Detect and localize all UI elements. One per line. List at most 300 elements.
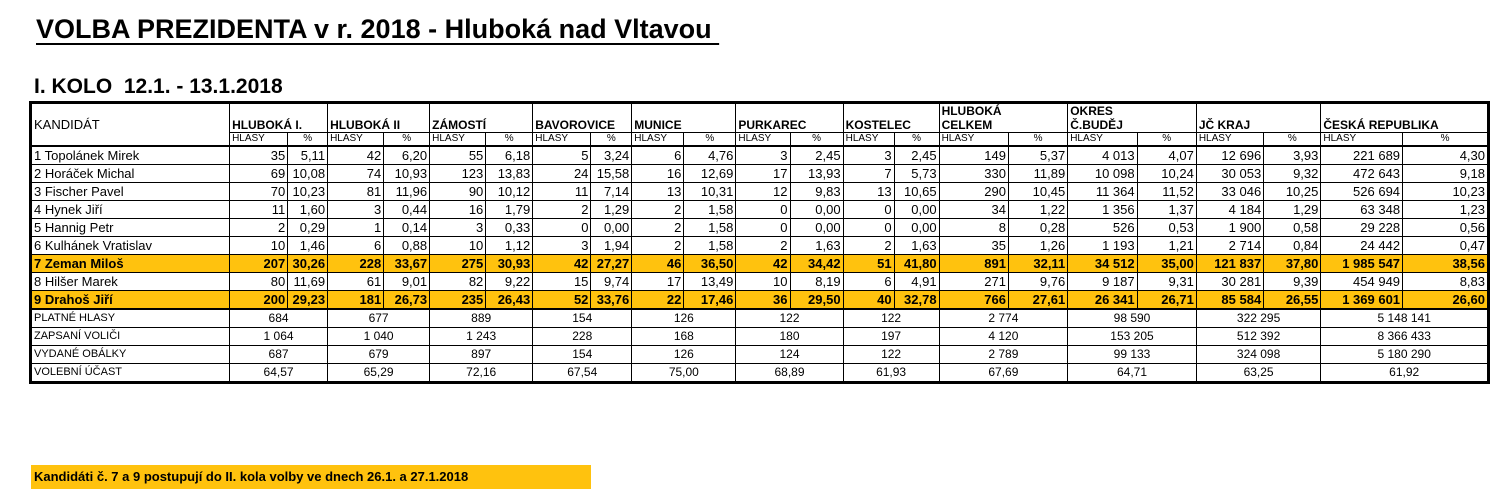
subheader-pct: % (384, 133, 430, 147)
candidate-votes: 12 696 (1196, 146, 1263, 165)
candidate-pct: 1,60 (288, 201, 328, 219)
candidate-votes: 2 (230, 219, 288, 237)
subheader-pct: % (1264, 133, 1321, 147)
candidate-pct: 1,37 (1137, 201, 1196, 219)
stat-value: 677 (328, 309, 430, 328)
candidate-pct: 3,93 (1264, 146, 1321, 165)
column-header-line1: HLUBOKÁ (941, 104, 1002, 118)
candidate-votes: 766 (939, 291, 1008, 310)
candidate-pct: 26,71 (1137, 291, 1196, 310)
candidate-pct: 34,42 (790, 255, 843, 273)
candidate-pct: 35,00 (1137, 255, 1196, 273)
candidate-votes: 63 348 (1321, 201, 1403, 219)
candidate-pct: 10,93 (384, 165, 430, 183)
candidate-votes: 70 (230, 183, 288, 201)
candidate-votes: 42 (328, 146, 384, 165)
subheader-votes: HLASY (1196, 133, 1263, 147)
footnote-advancing: Kandidáti č. 7 a 9 postupují do II. kola volby ve dnech 26.1. a 27.1.2018 (31, 465, 591, 489)
column-header-line2: JČ KRAJ (1198, 118, 1251, 132)
candidate-pct: 10,23 (1403, 183, 1488, 201)
candidate-votes: 85 584 (1196, 291, 1263, 310)
stat-value: 2 789 (939, 346, 1068, 364)
stat-value: 122 (736, 309, 843, 328)
subheader-votes: HLASY (1321, 133, 1403, 147)
candidate-votes: 2 (736, 237, 790, 255)
candidate-pct: 6,20 (384, 146, 430, 165)
candidate-votes: 472 643 (1321, 165, 1403, 183)
stat-value: 98 590 (1068, 309, 1197, 328)
candidate-votes: 123 (430, 165, 486, 183)
candidate-votes: 221 689 (1321, 146, 1403, 165)
candidate-pct: 1,46 (288, 237, 328, 255)
stat-value: 5 180 290 (1321, 346, 1488, 364)
candidate-pct: 10,08 (288, 165, 328, 183)
stat-value: 153 205 (1068, 328, 1197, 346)
candidate-votes: 42 (736, 255, 790, 273)
candidate-pct: 5,73 (894, 165, 939, 183)
candidate-name: 5 Hannig Petr (32, 219, 230, 237)
candidate-pct: 6,18 (486, 146, 533, 165)
stat-value: 168 (632, 328, 736, 346)
candidate-pct: 0,56 (1403, 219, 1488, 237)
subheader-pct: % (790, 133, 843, 147)
candidate-pct: 0,00 (894, 219, 939, 237)
candidate-pct: 0,88 (384, 237, 430, 255)
subheader-votes: HLASY (533, 133, 591, 147)
candidate-pct: 9,22 (486, 273, 533, 291)
candidate-pct: 9,01 (384, 273, 430, 291)
candidate-votes: 15 (533, 273, 591, 291)
candidate-pct: 5,11 (288, 146, 328, 165)
stat-value: 889 (430, 309, 533, 328)
subheader-pct: % (1403, 133, 1488, 147)
stat-value: 4 120 (939, 328, 1068, 346)
stat-value: 99 133 (1068, 346, 1197, 364)
candidate-votes: 61 (328, 273, 384, 291)
stat-label: VYDANÉ OBÁLKY (32, 346, 230, 364)
candidate-name: 2 Horáček Michal (32, 165, 230, 183)
stat-value: 322 295 (1196, 309, 1321, 328)
subheader-pct: % (1137, 133, 1196, 147)
candidate-votes: 52 (533, 291, 591, 310)
candidate-pct: 41,80 (894, 255, 939, 273)
candidate-pct: 2,45 (790, 146, 843, 165)
candidate-votes: 46 (632, 255, 684, 273)
stat-row (32, 364, 1488, 382)
stat-value: 63,25 (1196, 364, 1321, 382)
candidate-name: 4 Hynek Jiří (32, 201, 230, 219)
stat-value: 228 (533, 328, 632, 346)
candidate-pct: 1,63 (894, 237, 939, 255)
candidate-pct: 0,14 (384, 219, 430, 237)
candidate-pct: 0,00 (894, 201, 939, 219)
candidate-pct: 12,69 (684, 165, 736, 183)
candidate-votes: 33 046 (1196, 183, 1263, 201)
candidate-name: 9 Drahoš Jiří (32, 291, 230, 310)
candidate-pct: 4,07 (1137, 146, 1196, 165)
candidate-votes: 3 (736, 146, 790, 165)
candidate-votes: 121 837 (1196, 255, 1263, 273)
candidate-pct: 1,58 (684, 201, 736, 219)
candidate-votes: 3 (843, 146, 894, 165)
subheader-pct: % (1008, 133, 1067, 147)
candidate-votes: 2 (843, 237, 894, 255)
stat-value: 75,00 (632, 364, 736, 382)
stat-value: 126 (632, 309, 736, 328)
candidate-votes: 11 364 (1068, 183, 1137, 201)
candidate-votes: 181 (328, 291, 384, 310)
candidate-row (32, 146, 1488, 165)
candidate-votes: 13 (632, 183, 684, 201)
subheader-votes: HLASY (736, 133, 790, 147)
candidate-pct: 10,31 (684, 183, 736, 201)
candidate-votes: 10 (230, 237, 288, 255)
candidate-votes: 34 512 (1068, 255, 1137, 273)
stat-value: 61,93 (843, 364, 939, 382)
subheader-pct: % (486, 133, 533, 147)
candidate-votes: 13 (843, 183, 894, 201)
candidate-row (32, 255, 1488, 273)
stat-value: 154 (533, 309, 632, 328)
stat-label: VOLEBNÍ ÚČAST (32, 364, 230, 382)
candidate-pct: 0,53 (1137, 219, 1196, 237)
candidate-pct: 27,27 (591, 255, 632, 273)
column-header (939, 104, 1068, 133)
candidate-votes: 1 985 547 (1321, 255, 1403, 273)
column-header-line2: HLUBOKÁ I. (232, 118, 303, 132)
subheader-pct: % (894, 133, 939, 147)
candidate-votes: 4 184 (1196, 201, 1263, 219)
candidate-pct: 1,29 (591, 201, 632, 219)
candidate-votes: 36 (736, 291, 790, 310)
candidate-votes: 0 (843, 201, 894, 219)
candidate-pct: 1,63 (790, 237, 843, 255)
candidate-pct: 38,56 (1403, 255, 1488, 273)
candidate-votes: 0 (736, 201, 790, 219)
column-header-line2: MUNICE (634, 118, 682, 132)
candidate-votes: 0 (736, 219, 790, 237)
stat-value: 687 (230, 346, 328, 364)
candidate-row (32, 291, 1488, 310)
candidate-pct: 0,00 (591, 219, 632, 237)
candidate-pct: 0,28 (1008, 219, 1067, 237)
candidate-row (32, 219, 1488, 237)
column-header-line2: PURKAREC (738, 118, 807, 132)
candidate-pct: 32,11 (1008, 255, 1067, 273)
candidate-votes: 35 (230, 146, 288, 165)
stat-value: 324 098 (1196, 346, 1321, 364)
candidate-pct: 9,83 (790, 183, 843, 201)
stat-row (32, 346, 1488, 364)
candidate-votes: 2 (632, 219, 684, 237)
candidate-votes: 228 (328, 255, 384, 273)
candidate-votes: 30 053 (1196, 165, 1263, 183)
candidate-votes: 235 (430, 291, 486, 310)
candidate-pct: 33,67 (384, 255, 430, 273)
candidate-votes: 24 (533, 165, 591, 183)
candidate-pct: 11,69 (288, 273, 328, 291)
candidate-votes: 8 (939, 219, 1008, 237)
candidate-pct: 4,30 (1403, 146, 1488, 165)
candidate-pct: 1,94 (591, 237, 632, 255)
candidate-votes: 74 (328, 165, 384, 183)
stat-value: 64,57 (230, 364, 328, 382)
candidate-votes: 17 (632, 273, 684, 291)
candidate-pct: 29,23 (288, 291, 328, 310)
candidate-votes: 2 (533, 201, 591, 219)
candidate-pct: 4,91 (894, 273, 939, 291)
candidate-votes: 526 694 (1321, 183, 1403, 201)
candidate-name: 1 Topolánek Mirek (32, 146, 230, 165)
round-subtitle: I. KOLO 12.1. - 13.1.2018 (34, 75, 283, 98)
candidate-votes: 11 (230, 201, 288, 219)
stat-value: 122 (843, 346, 939, 364)
column-header (328, 104, 430, 133)
stat-value: 2 774 (939, 309, 1068, 328)
candidate-votes: 1 356 (1068, 201, 1137, 219)
candidate-votes: 3 (328, 201, 384, 219)
candidate-votes: 149 (939, 146, 1008, 165)
candidate-pct: 29,50 (790, 291, 843, 310)
candidate-votes: 2 714 (1196, 237, 1263, 255)
candidate-pct: 36,50 (684, 255, 736, 273)
stat-value: 64,71 (1068, 364, 1197, 382)
stat-value: 1 064 (230, 328, 328, 346)
candidate-pct: 1,58 (684, 219, 736, 237)
candidate-pct: 1,21 (1137, 237, 1196, 255)
column-header-line2: Č.BUDĚJ (1070, 118, 1123, 132)
column-header-line2: ČESKÁ REPUBLIKA (1323, 118, 1439, 132)
candidate-votes: 16 (632, 165, 684, 183)
candidate-pct: 26,43 (486, 291, 533, 310)
candidate-votes: 2 (632, 201, 684, 219)
candidate-pct: 8,19 (790, 273, 843, 291)
candidate-votes: 1 369 601 (1321, 291, 1403, 310)
candidate-row (32, 183, 1488, 201)
subheader-pct: % (684, 133, 736, 147)
candidate-pct: 0,33 (486, 219, 533, 237)
stat-value: 180 (736, 328, 843, 346)
stat-value: 72,16 (430, 364, 533, 382)
candidate-votes: 82 (430, 273, 486, 291)
stat-value: 684 (230, 309, 328, 328)
column-header (1196, 104, 1321, 133)
candidate-votes: 3 (430, 219, 486, 237)
candidate-pct: 37,80 (1264, 255, 1321, 273)
stat-value: 154 (533, 346, 632, 364)
candidate-votes: 51 (843, 255, 894, 273)
candidate-pct: 17,46 (684, 291, 736, 310)
stat-value: 8 366 433 (1321, 328, 1488, 346)
stat-value: 68,89 (736, 364, 843, 382)
candidate-pct: 2,45 (894, 146, 939, 165)
candidate-pct: 26,60 (1403, 291, 1488, 310)
subheader-pct: % (288, 133, 328, 147)
candidate-name: 8 Hilšer Marek (32, 273, 230, 291)
subheader-votes: HLASY (632, 133, 684, 147)
candidate-votes: 35 (939, 237, 1008, 255)
candidate-votes: 330 (939, 165, 1008, 183)
candidate-pct: 1,26 (1008, 237, 1067, 255)
column-header-line2: HLUBOKÁ II (330, 118, 401, 132)
subheader-votes: HLASY (328, 133, 384, 147)
candidate-pct: 10,24 (1137, 165, 1196, 183)
stat-value: 122 (843, 309, 939, 328)
candidate-pct: 9,32 (1264, 165, 1321, 183)
stat-value: 1 243 (430, 328, 533, 346)
candidate-pct: 0,00 (790, 201, 843, 219)
candidate-votes: 1 900 (1196, 219, 1263, 237)
candidate-row (32, 273, 1488, 291)
column-header (1321, 104, 1488, 133)
stat-value: 512 392 (1196, 328, 1321, 346)
candidate-pct: 1,79 (486, 201, 533, 219)
candidate-pct: 0,58 (1264, 219, 1321, 237)
candidate-votes: 40 (843, 291, 894, 310)
candidate-pct: 7,14 (591, 183, 632, 201)
subheader-votes: HLASY (843, 133, 894, 147)
candidate-pct: 10,12 (486, 183, 533, 201)
candidate-pct: 1,22 (1008, 201, 1067, 219)
candidate-pct: 0,29 (288, 219, 328, 237)
stat-label: PLATNÉ HLASY (32, 309, 230, 328)
candidate-votes: 275 (430, 255, 486, 273)
column-header-line2: KOSTELEC (845, 118, 911, 132)
candidate-pct: 0,84 (1264, 237, 1321, 255)
candidate-pct: 8,83 (1403, 273, 1488, 291)
column-header-line2: ZÁMOSTÍ (432, 118, 487, 132)
candidate-votes: 526 (1068, 219, 1137, 237)
candidate-pct: 10,25 (1264, 183, 1321, 201)
candidate-votes: 34 (939, 201, 1008, 219)
candidate-pct: 10,65 (894, 183, 939, 201)
subheader-pct: % (591, 133, 632, 147)
candidate-pct: 9,31 (1137, 273, 1196, 291)
candidate-pct: 10,45 (1008, 183, 1067, 201)
candidate-votes: 81 (328, 183, 384, 201)
results-table (31, 103, 1488, 382)
candidate-votes: 69 (230, 165, 288, 183)
candidate-pct: 1,23 (1403, 201, 1488, 219)
candidate-pct: 11,89 (1008, 165, 1067, 183)
candidate-votes: 9 187 (1068, 273, 1137, 291)
candidate-pct: 13,83 (486, 165, 533, 183)
candidate-pct: 10,23 (288, 183, 328, 201)
candidate-votes: 26 341 (1068, 291, 1137, 310)
candidate-name: 6 Kulhánek Vratislav (32, 237, 230, 255)
candidate-votes: 6 (632, 146, 684, 165)
candidate-votes: 7 (843, 165, 894, 183)
stat-value: 61,92 (1321, 364, 1488, 382)
page-title: VOLBA PREZIDENTA v r. 2018 - Hluboká nad Vltavou (36, 14, 720, 44)
candidate-pct: 0,44 (384, 201, 430, 219)
stat-value: 65,29 (328, 364, 430, 382)
column-header-line2: BAVOROVICE (535, 118, 616, 132)
stat-value: 124 (736, 346, 843, 364)
stat-value: 5 148 141 (1321, 309, 1488, 328)
stat-value: 126 (632, 346, 736, 364)
candidate-votes: 454 949 (1321, 273, 1403, 291)
candidate-pct: 27,61 (1008, 291, 1067, 310)
candidate-pct: 26,73 (384, 291, 430, 310)
candidate-votes: 4 013 (1068, 146, 1137, 165)
subheader-votes: HLASY (1068, 133, 1137, 147)
subheader-row (32, 133, 1488, 147)
candidate-pct: 11,52 (1137, 183, 1196, 201)
candidate-pct: 4,76 (684, 146, 736, 165)
candidate-votes: 24 442 (1321, 237, 1403, 255)
candidate-votes: 5 (533, 146, 591, 165)
column-header (533, 104, 632, 133)
stat-value: 197 (843, 328, 939, 346)
header-candidate-label: KANDIDÁT (32, 104, 230, 147)
candidate-row (32, 165, 1488, 183)
candidate-votes: 30 281 (1196, 273, 1263, 291)
candidate-row (32, 201, 1488, 219)
candidate-votes: 10 098 (1068, 165, 1137, 183)
candidate-votes: 0 (843, 219, 894, 237)
stat-value: 67,54 (533, 364, 632, 382)
candidate-votes: 207 (230, 255, 288, 273)
candidate-votes: 6 (328, 237, 384, 255)
subheader-votes: HLASY (939, 133, 1008, 147)
candidate-pct: 9,76 (1008, 273, 1067, 291)
candidate-votes: 1 193 (1068, 237, 1137, 255)
column-header (230, 104, 328, 133)
column-header (632, 104, 736, 133)
candidate-name: 3 Fischer Pavel (32, 183, 230, 201)
candidate-pct: 9,18 (1403, 165, 1488, 183)
candidate-name: 7 Zeman Miloš (32, 255, 230, 273)
candidate-votes: 16 (430, 201, 486, 219)
candidate-pct: 5,37 (1008, 146, 1067, 165)
column-header (430, 104, 533, 133)
candidate-pct: 9,39 (1264, 273, 1321, 291)
column-header (736, 104, 843, 133)
candidate-votes: 200 (230, 291, 288, 310)
candidate-pct: 13,93 (790, 165, 843, 183)
column-header-line1: OKRES (1070, 104, 1113, 118)
candidate-votes: 11 (533, 183, 591, 201)
candidate-votes: 80 (230, 273, 288, 291)
candidate-votes: 891 (939, 255, 1008, 273)
candidate-votes: 1 (328, 219, 384, 237)
candidate-pct: 0,47 (1403, 237, 1488, 255)
candidate-votes: 22 (632, 291, 684, 310)
candidate-pct: 1,29 (1264, 201, 1321, 219)
candidate-pct: 33,76 (591, 291, 632, 310)
column-header (843, 104, 939, 133)
candidate-row (32, 237, 1488, 255)
candidate-pct: 15,58 (591, 165, 632, 183)
candidate-votes: 90 (430, 183, 486, 201)
candidate-votes: 3 (533, 237, 591, 255)
candidate-pct: 0,00 (790, 219, 843, 237)
candidate-votes: 10 (430, 237, 486, 255)
stat-value: 679 (328, 346, 430, 364)
candidate-votes: 29 228 (1321, 219, 1403, 237)
candidate-votes: 6 (843, 273, 894, 291)
stat-row (32, 309, 1488, 328)
candidate-votes: 2 (632, 237, 684, 255)
stat-value: 1 040 (328, 328, 430, 346)
column-header-line2: CELKEM (941, 118, 993, 132)
candidate-votes: 42 (533, 255, 591, 273)
subheader-votes: HLASY (430, 133, 486, 147)
candidate-votes: 17 (736, 165, 790, 183)
stat-value: 67,69 (939, 364, 1068, 382)
candidate-votes: 55 (430, 146, 486, 165)
